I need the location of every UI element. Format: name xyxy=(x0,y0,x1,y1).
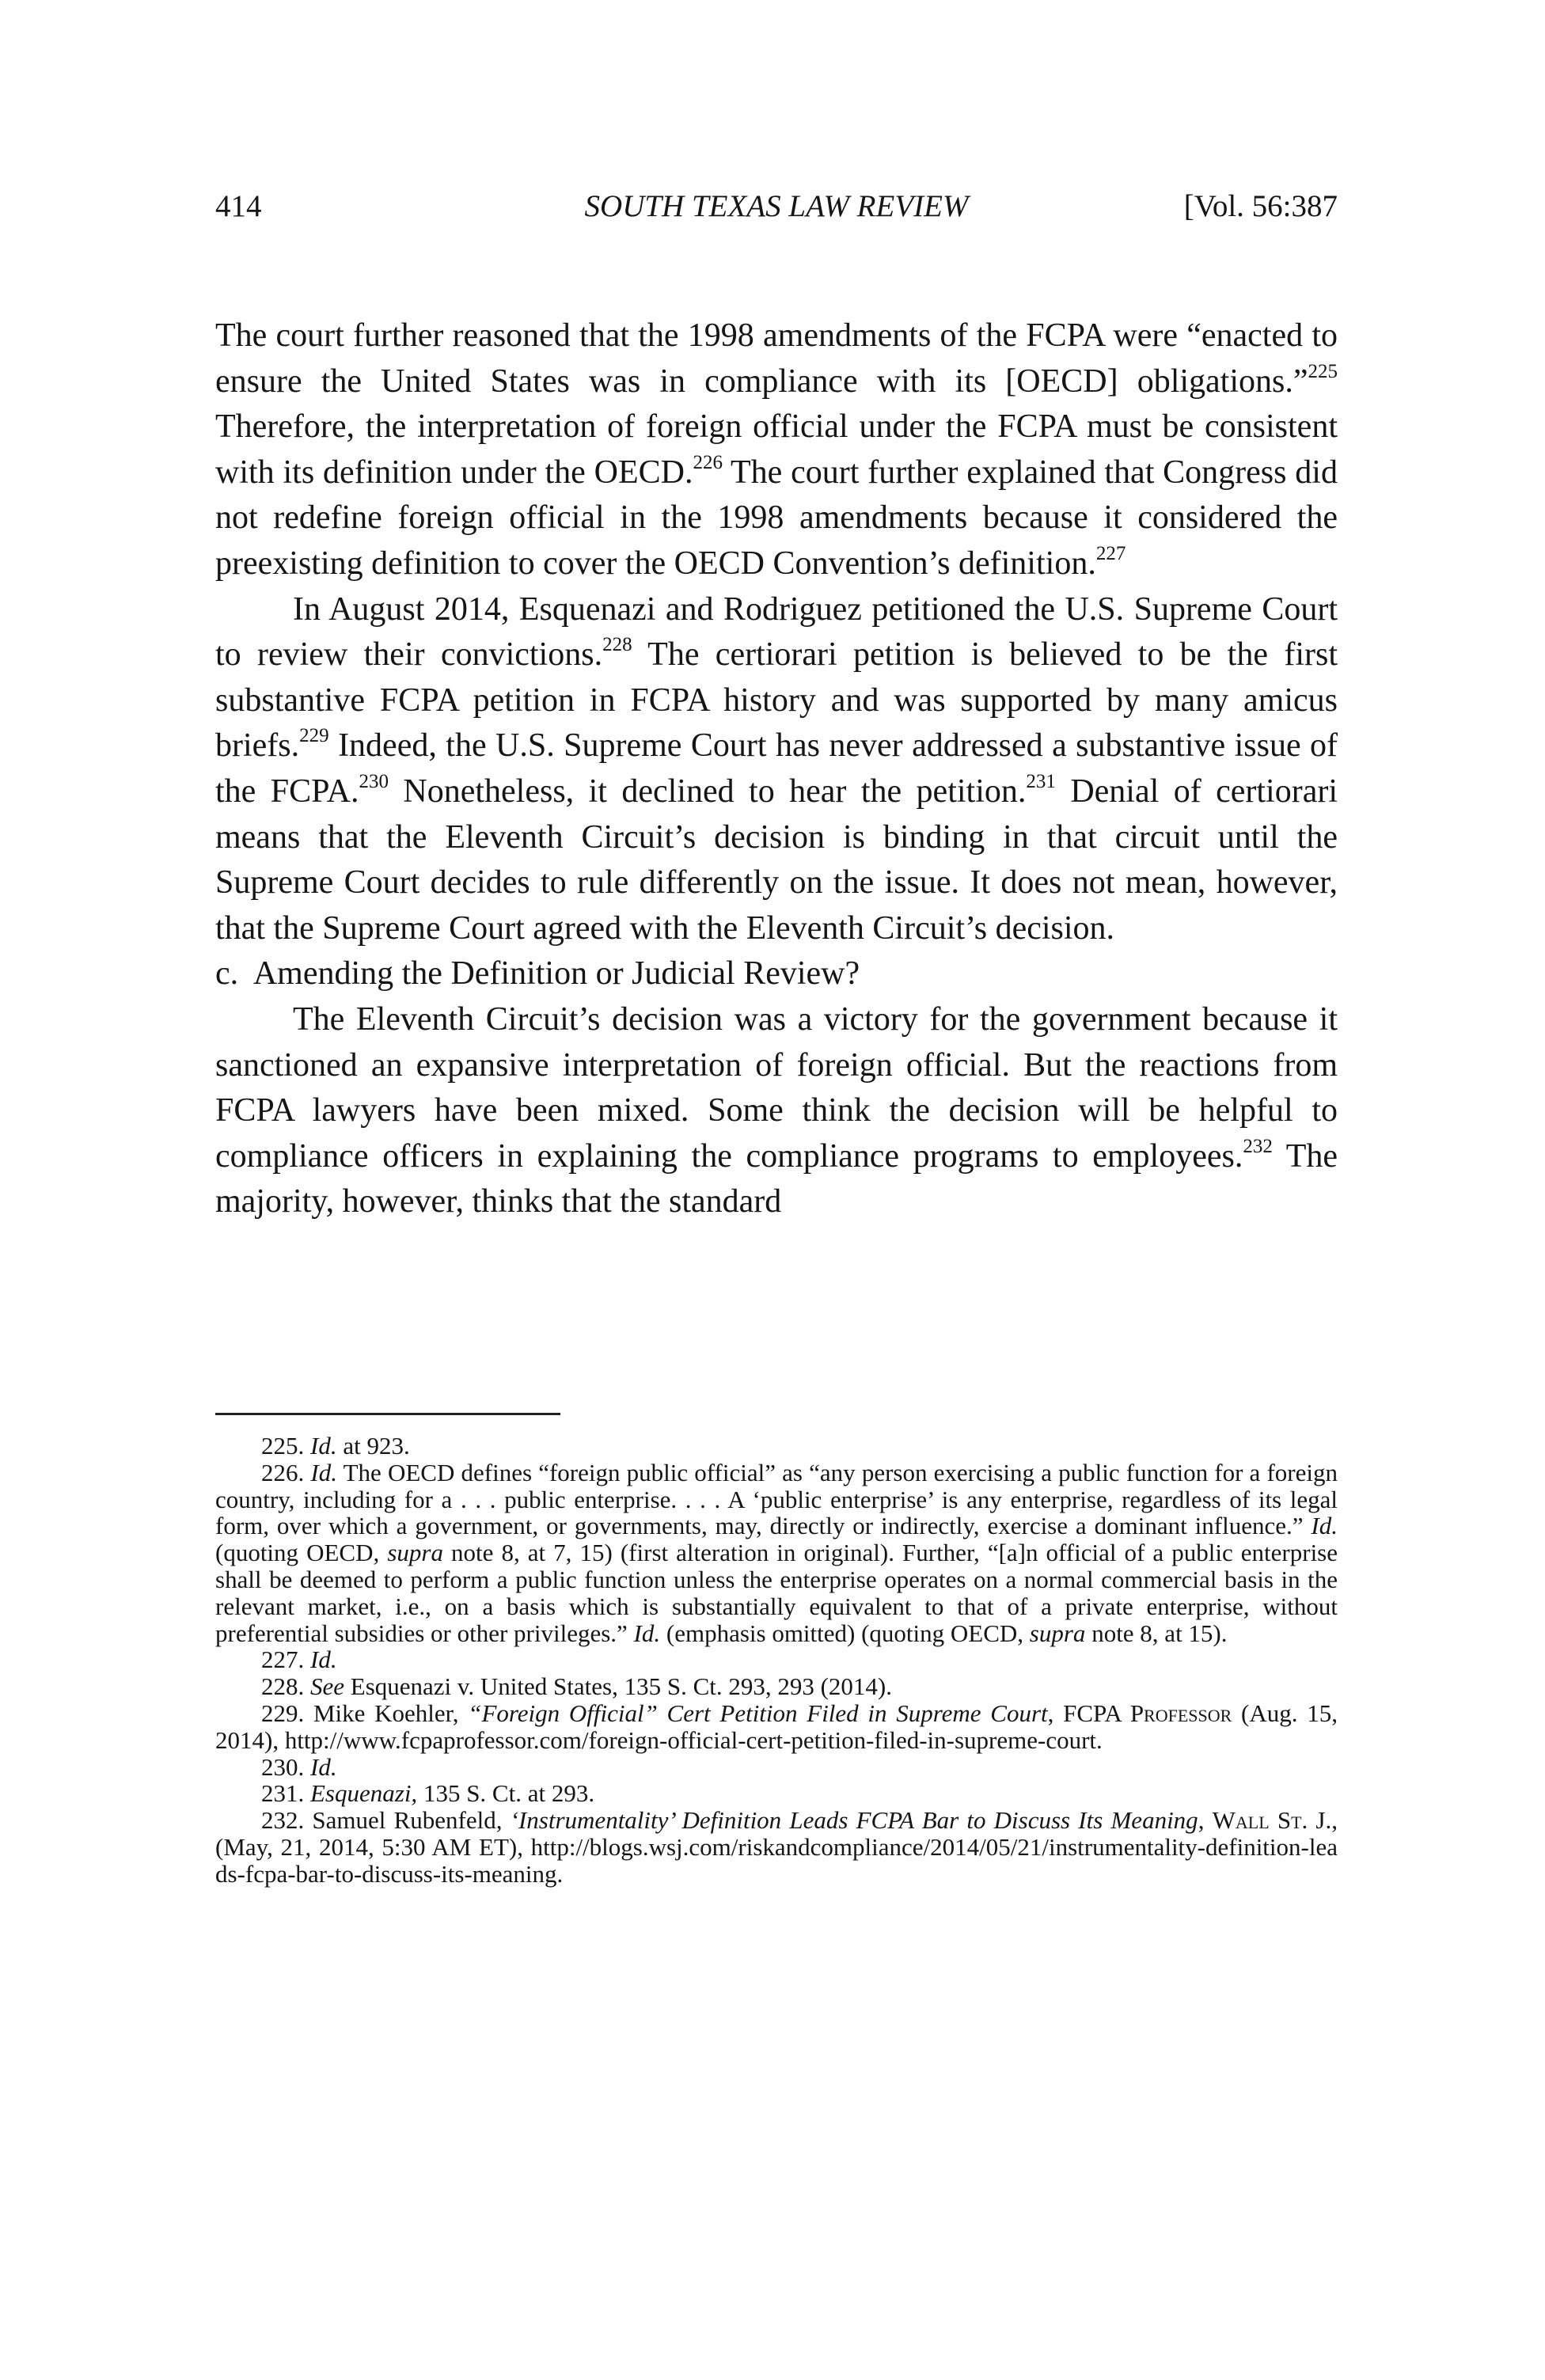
paragraph-2: In August 2014, Esquenazi and Rodriguez petitioned the U.S. Supreme Court to review their convictions.$^{228}$ The certiorari petition is believed to be the first substantive FCPA petition in FCPA history and was supported by many amicus briefs.$^{229}$ Indeed, the U.S. Supreme Court has never addressed a substantive issue of the FCPA.$^{230}$ Nonetheless, it declined to hear the petition.$^{231}$ Denial of certiorari means that the Eleventh Circuit’s decision is binding in that circuit until the Supreme Court decides to rule differently on the issue. It does not mean, however, that the Supreme Court agreed with the Eleventh Circuit’s decision. xyxy=(215,590,1338,947)
footnote-ref-231: 231 xyxy=(1026,770,1056,792)
footnote-230: 230. Id. xyxy=(261,1752,337,1781)
footnote-divider xyxy=(215,1413,560,1415)
footnote-ref-225: 225 xyxy=(1308,360,1338,382)
wsj-link[interactable]: , (May, 21, 2014, 5:30 AM ET), http://blogs.wsj.com/riskandcompliance/2014/05/21/instrumentality-definition-leads-fcpa-bar-to-discuss-its-meaning. xyxy=(215,1806,1338,1888)
running-header xyxy=(215,188,1338,236)
main-text xyxy=(215,313,1338,1225)
footnote-ref-227: 227 xyxy=(1095,542,1126,564)
footnotes xyxy=(215,1433,1338,1888)
journal-title: SOUTH TEXAS LAW REVIEW xyxy=(584,189,969,223)
section-heading: c. Amending the Definition or Judicial Review? xyxy=(215,955,860,993)
footnote-225: 225. Id. at 923. xyxy=(261,1432,410,1460)
footnote-227: 227. Id. xyxy=(261,1646,337,1674)
page-number: 414 xyxy=(215,189,262,223)
footnote-ref-230: 230 xyxy=(359,770,389,792)
footnote-232: 232. Samuel Rubenfeld, ‘Instrumentality’ Definition Leads FCPA Bar to Discuss Its Meaning, Wall St. J., (May, 21, 2014, 5:30 AM ET), http://blogs.wsj.com/riskandcompliance/2014/05/21/instrumentality-definition-leads-fcpa-bar-to-discuss-its-meaning. xyxy=(215,1806,1338,1888)
volume-citation: [Vol. 56:387 xyxy=(1183,189,1338,223)
footnote-229: 229. Mike Koehler, “Foreign Official” Cert Petition Filed in Supreme Court, FCPA Professor (Aug. 15, 2014), http://www.fcpaprofessor.com/foreign-official-cert-petition-filed-in-supreme-court. xyxy=(215,1699,1338,1754)
paragraph-3: The Eleventh Circuit’s decision was a victory for the government because it sanctioned an expansive interpretation of foreign official. But the reactions from FCPA lawyers have been mixed. Some think the decision will be helpful to compliance officers in explaining the compliance programs to employees.$^{232}$ The majority, however, thinks that the standard xyxy=(215,1000,1338,1220)
footnote-226: 226. Id. The OECD defines “foreign public official” as “any person exercising a public function for a foreign country, including for a . . . public enterprise. . . . A ‘public enterprise’ is any enterprise, regardless of its legal form, over which a government, or governments, may, directly or indirectly, exercise a dominant influence.” Id. (quoting OECD, supra note 8, at 7, 15) (first alteration in original). Further, “[a]n official of a public enterprise shall be deemed to perform a public function unless the enterprise operates on a normal commercial basis in the relevant market, i.e., on a basis which is substantially equivalent to that of a private enterprise, without preferential subsidies or other privileges.” Id. (emphasis omitted) (quoting OECD, supra note 8, at 15). xyxy=(215,1458,1338,1647)
footnote-228: 228. See Esquenazi v. United States, 135 S. Ct. 293, 293 (2014). xyxy=(261,1672,893,1701)
footnote-ref-226: 226 xyxy=(693,451,723,473)
paragraph-1: The court further reasoned that the 1998 amendments of the FCPA were “enacted to ensure the United States was in compliance with its [OECD] obligations.”$^{225}$ Therefore, the interpretation of foreign official under the FCPA must be consistent with its definition under the OECD.$^{226}$ The court further explained that Congress did not redefine foreign official in the 1998 amendments because it considered the preexisting definition to cover the OECD Convention’s definition.$^{227}$ xyxy=(215,317,1338,582)
footnote-231: 231. Esquenazi, 135 S. Ct. at 293. xyxy=(261,1779,595,1808)
footnote-ref-228: 228 xyxy=(602,634,632,656)
fcpa-professor-link[interactable]: (Aug. 15, 2014), http://www.fcpaprofessor.com/foreign-official-cert-petition-filed-in-supreme-court. xyxy=(215,1699,1338,1754)
footnote-ref-232: 232 xyxy=(1243,1135,1273,1157)
footnote-ref-229: 229 xyxy=(299,725,329,747)
